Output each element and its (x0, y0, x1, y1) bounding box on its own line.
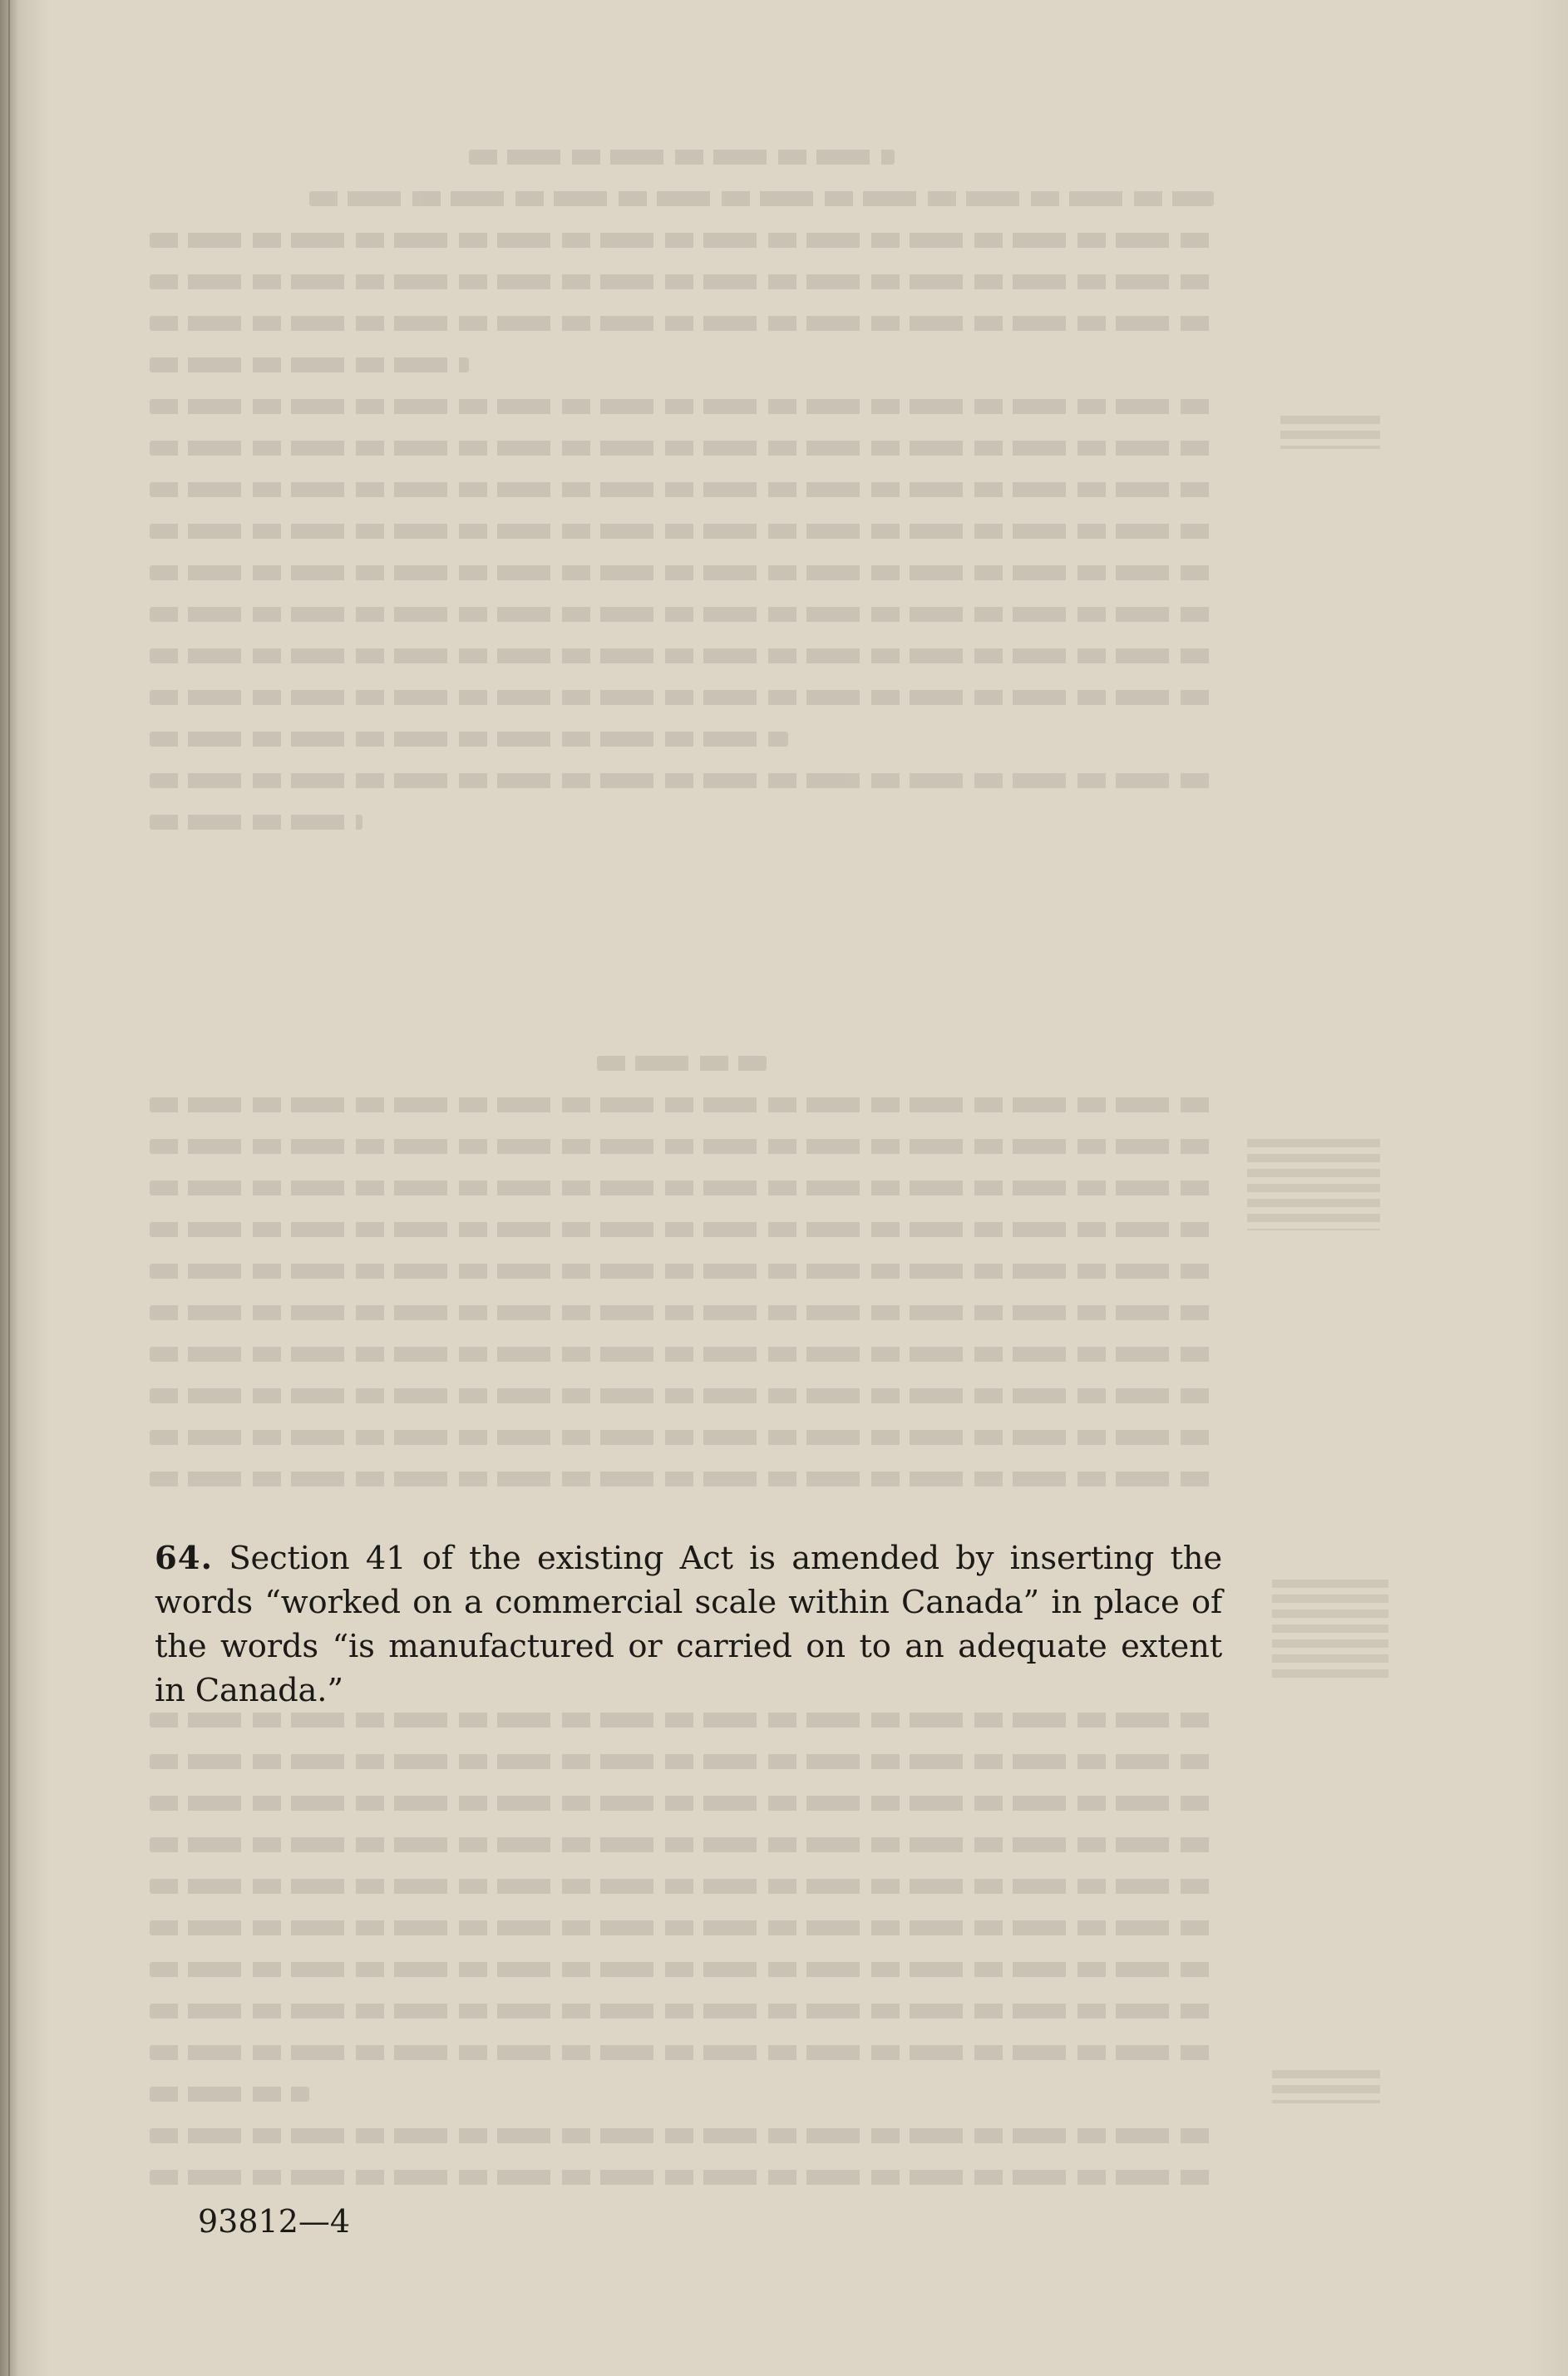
bleed-through-margin-note (1280, 416, 1380, 449)
section-text: Section 41 of the existing Act is amended by inserting the words “worked on a commercial scale within Canada” in place of the words “is manufactured or carried on to an adequate extent in Canada.” (155, 1540, 1222, 1709)
bleed-through-upper (150, 150, 1214, 856)
page-spine-edge (8, 0, 10, 2376)
footer-code: 93812—4 (198, 2203, 351, 2240)
bleed-through-margin-note (1272, 1580, 1388, 1679)
bleed-through-middle (150, 1056, 1214, 1513)
bleed-through-lower (150, 1713, 1214, 2211)
section-number: 64. (155, 1540, 213, 1577)
bleed-through-margin-note (1272, 2070, 1380, 2103)
section-paragraph (155, 1536, 1222, 1713)
bleed-through-margin-note (1247, 1139, 1380, 1230)
